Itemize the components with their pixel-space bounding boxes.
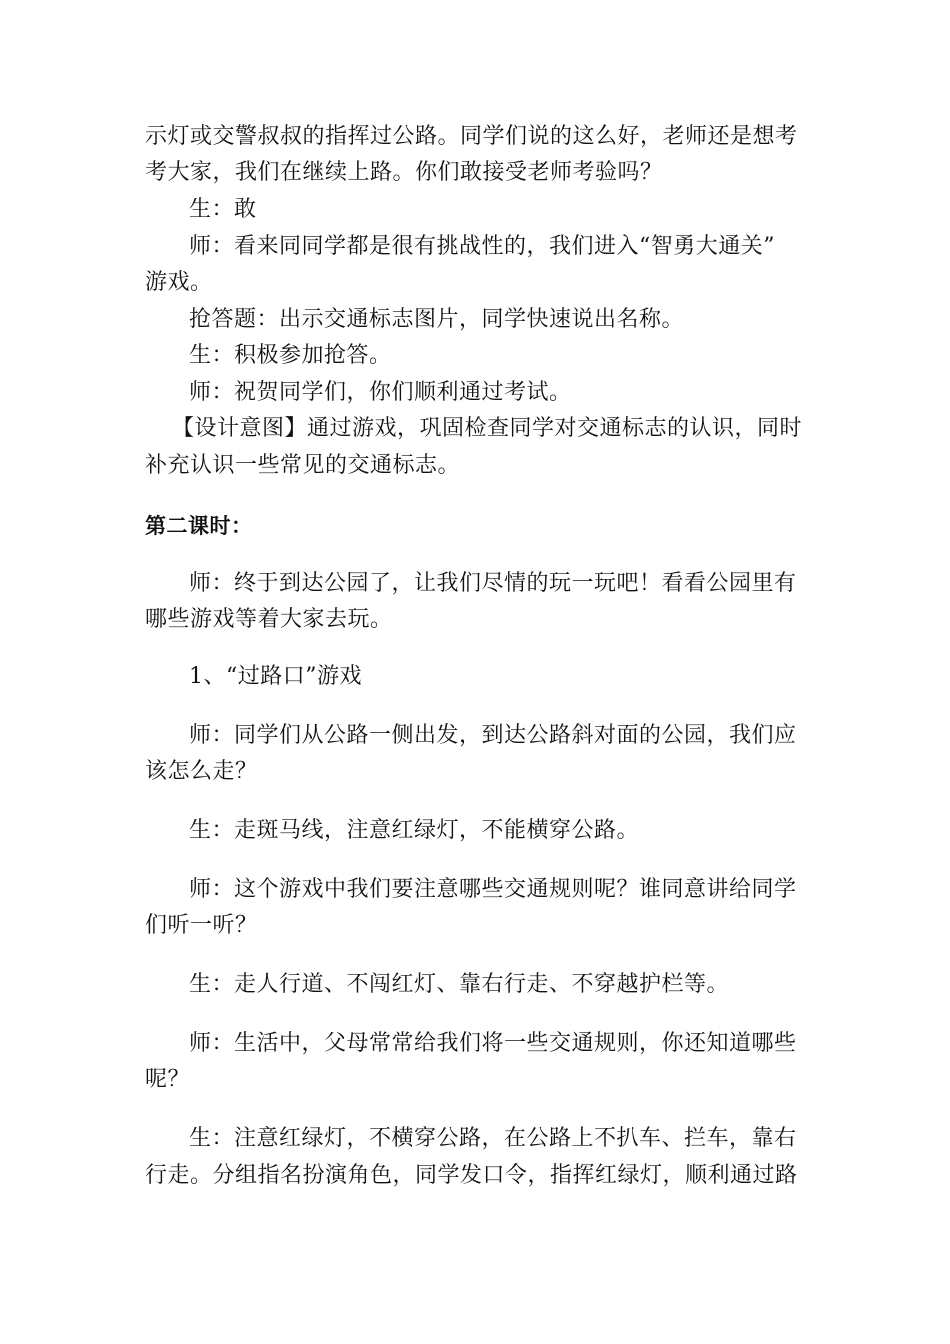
paragraph-line: 该怎么走？ — [145, 759, 258, 784]
paragraph-line: 1、“过路口”游戏 — [189, 664, 362, 689]
paragraph-line: 师：这个游戏中我们要注意哪些交通规则呢？谁同意讲给同学 — [189, 877, 797, 902]
paragraph-line: 哪些游戏等着大家去玩。 — [145, 607, 393, 632]
paragraph-line: 生：走斑马线，注意红绿灯，不能横穿公路。 — [189, 818, 640, 843]
paragraph-line: 师：终于到达公园了，让我们尽情的玩一玩吧！看看公园里有 — [189, 571, 797, 596]
section-heading: 第二课时： — [145, 514, 253, 538]
paragraph-line: 生：注意红绿灯，不横穿公路，在公路上不扒车、拦车，靠右 — [189, 1126, 797, 1151]
paragraph-line: 示灯或交警叔叔的指挥过公路。同学们说的这么好，老师还是想考 — [145, 124, 798, 149]
paragraph-line: 抢答题：出示交通标志图片，同学快速说出名称。 — [189, 307, 685, 332]
paragraph-line: 师：看来同同学都是很有挑战性的，我们进入“智勇大通关” — [189, 234, 775, 259]
paragraph-line: 师：同学们从公路一侧出发，到达公路斜对面的公园，我们应 — [189, 723, 797, 748]
paragraph-line: 补充认识一些常见的交通标志。 — [145, 453, 461, 478]
paragraph-line: 们听一听？ — [145, 913, 258, 938]
paragraph-line: 师：生活中，父母常常给我们将一些交通规则，你还知道哪些 — [189, 1031, 797, 1056]
paragraph-line: 【设计意图】通过游戏，巩固检查同学对交通标志的认识，同时 — [172, 416, 803, 441]
paragraph-line: 生：积极参加抢答。 — [189, 343, 392, 368]
paragraph-line: 游戏。 — [145, 270, 213, 295]
paragraph-line: 考大家，我们在继续上路。你们敢接受老师考验吗？ — [145, 160, 663, 185]
paragraph-line: 行走。分组指名扮演角色，同学发口令，指挥红绿灯，顺利通过路 — [145, 1163, 798, 1188]
paragraph-line: 呢？ — [145, 1067, 191, 1092]
paragraph-line: 生：敢 — [189, 197, 257, 222]
paragraph-line: 师：祝贺同学们，你们顺利通过考试。 — [189, 380, 572, 405]
paragraph-line: 生：走人行道、不闯红灯、靠右行走、不穿越护栏等。 — [189, 972, 730, 997]
